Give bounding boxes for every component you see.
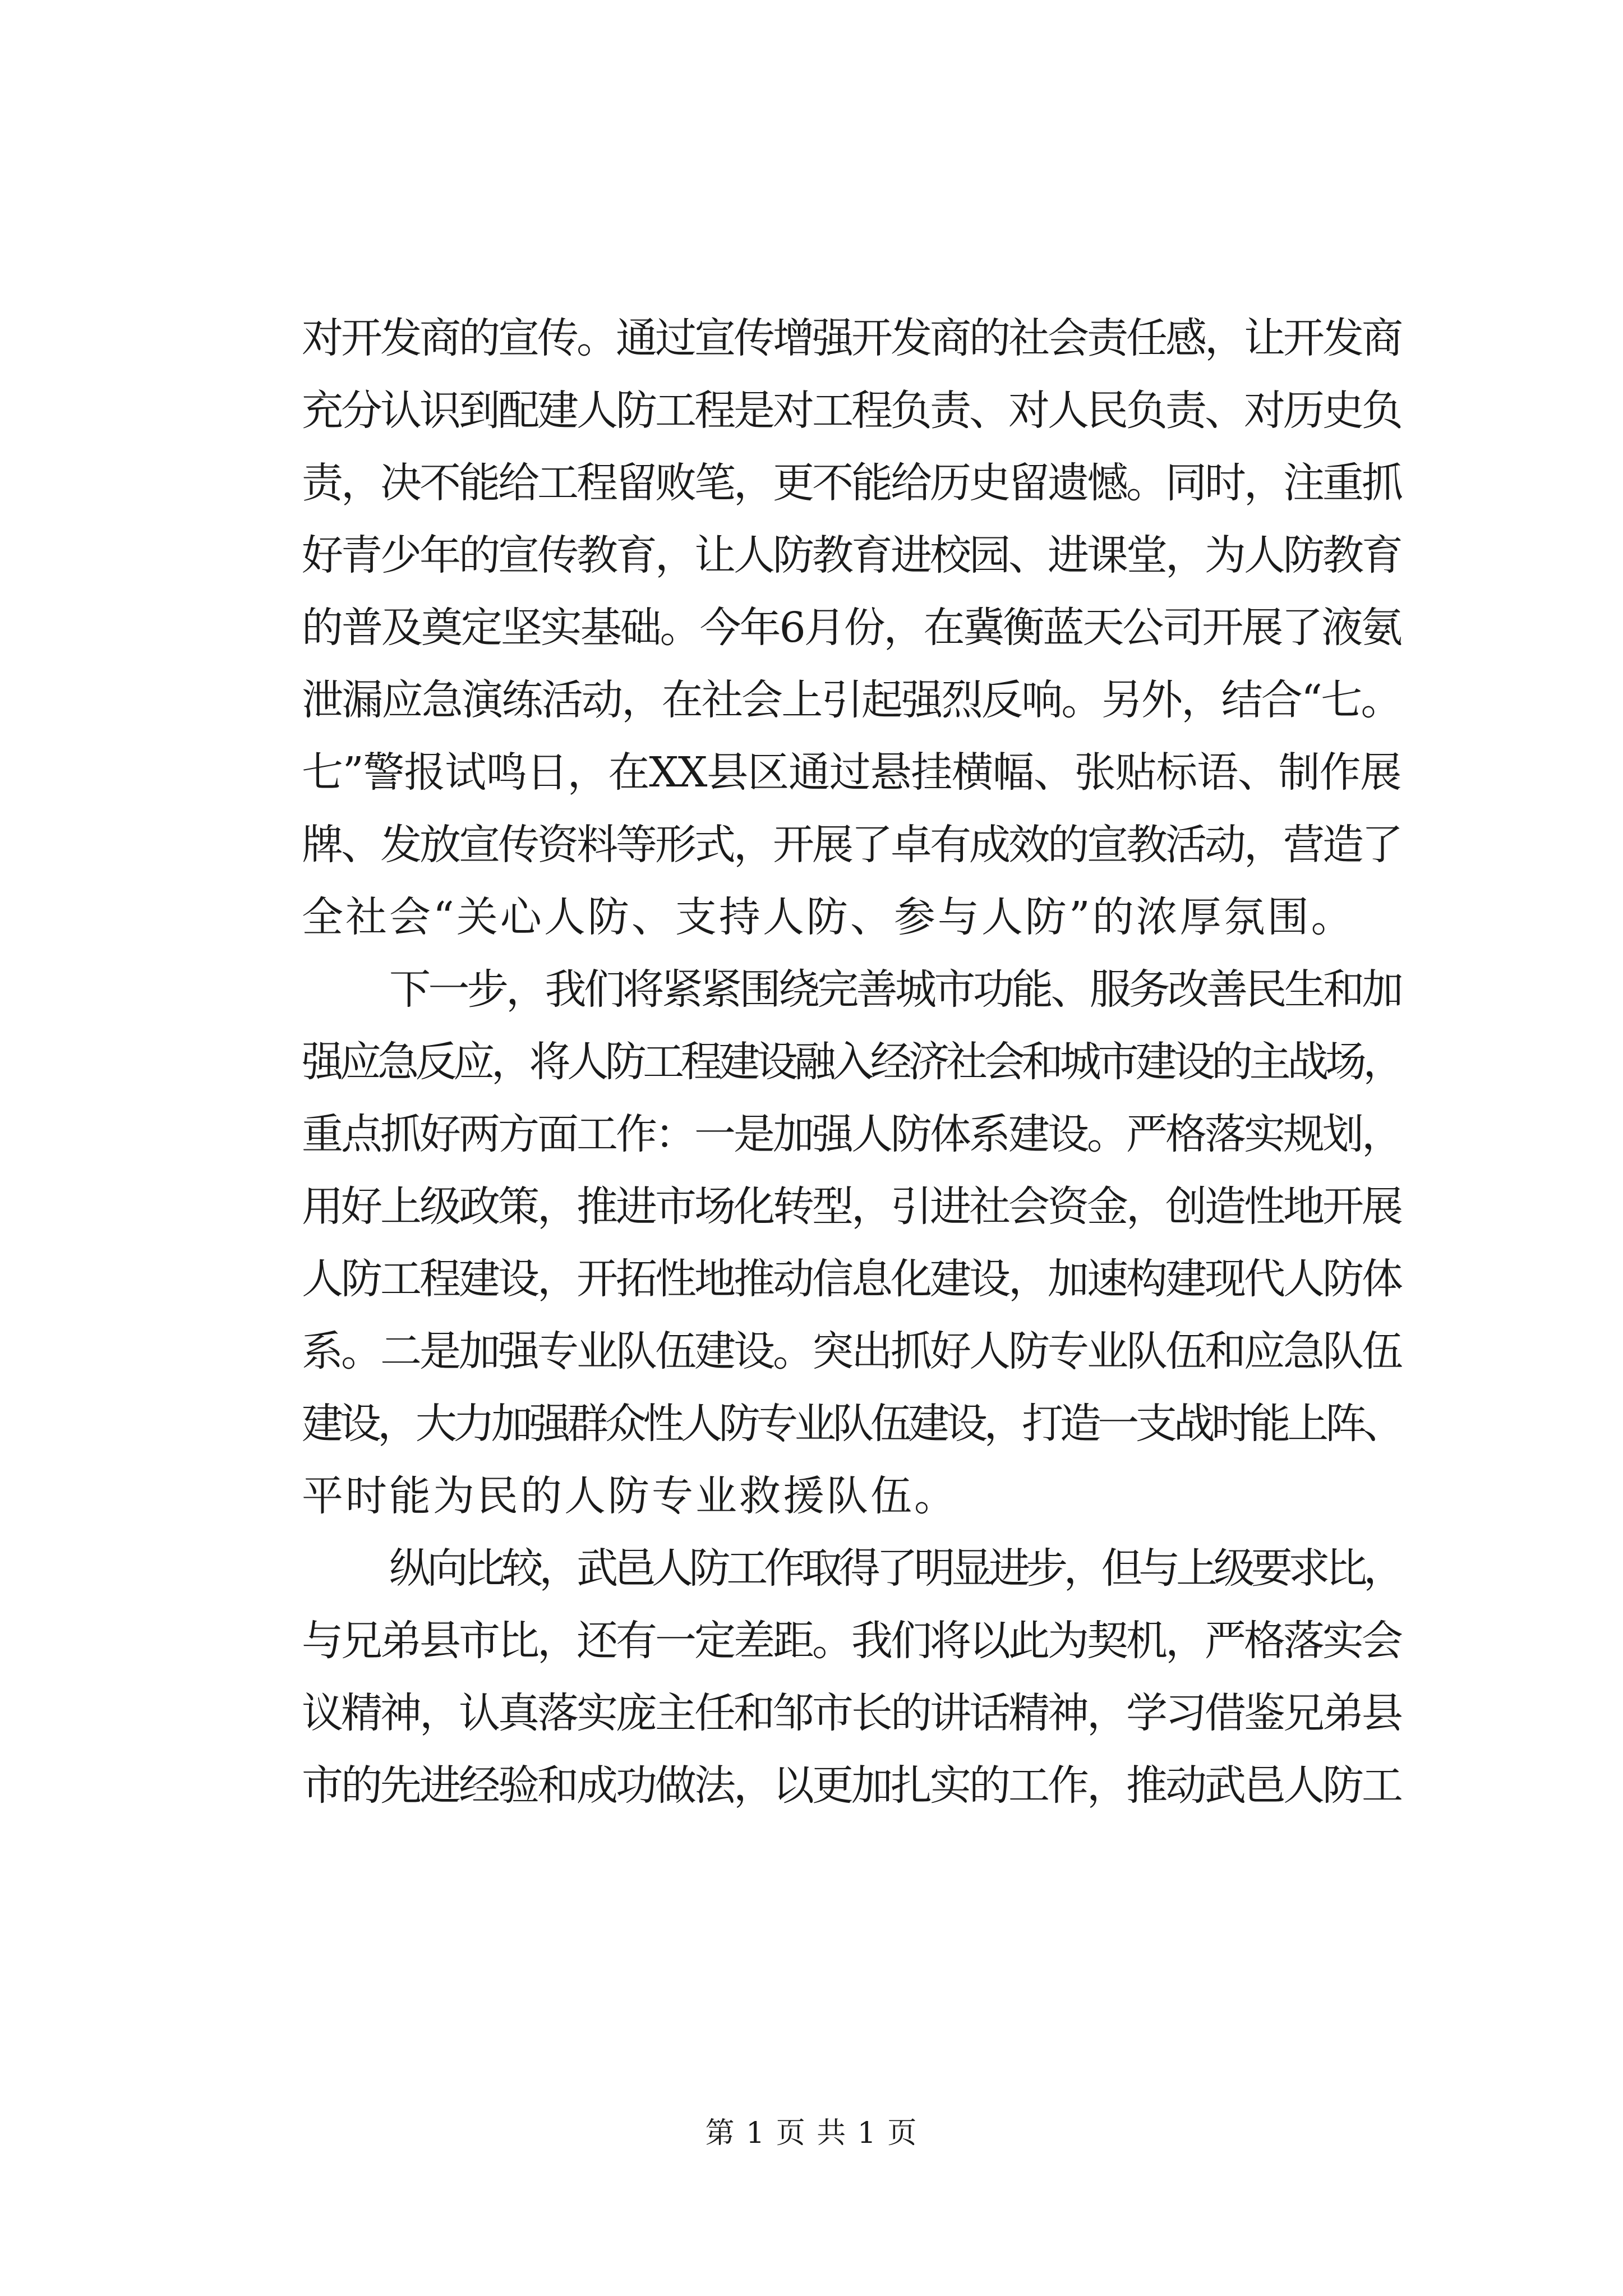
text-line: 七”警报试鸣日，在XX县区通过悬挂横幅、张贴标语、制作展 [302, 748, 1401, 797]
text-line: 议精神，认真落实庞主任和邹市长的讲话精神，学习借鉴兄弟县 [302, 1689, 1401, 1737]
text-line: 系。二是加强专业队伍建设。突出抓好人防专业队伍和应急队伍 [302, 1327, 1401, 1375]
text-line: 与兄弟县市比，还有一定差距。我们将以此为契机，严格落实会 [302, 1617, 1401, 1665]
text-line: 市的先进经验和成功做法，以更加扎实的工作，推动武邑人防工 [302, 1761, 1401, 1810]
text-line: 牌、发放宣传资料等形式，开展了卓有成效的宣教活动，营造了 [302, 821, 1401, 869]
text-line: 充分认识到配建人防工程是对工程负责、对人民负责、对历史负 [302, 386, 1401, 435]
text-line: 好青少年的宣传教育，让人防教育进校园、进课堂，为人防教育 [302, 531, 1401, 579]
text-line: 强应急反应，将人防工程建设融入经济社会和城市建设的主战场， [302, 1038, 1401, 1086]
text-line: 人防工程建设，开拓性地推动信息化建设，加速构建现代人防体 [302, 1255, 1401, 1303]
text-line: 全社会“关心人防、支持人防、参与人防”的浓厚氛围。 [302, 893, 1355, 941]
text-line: 对开发商的宣传。通过宣传增强开发商的社会责任感，让开发商 [302, 314, 1401, 362]
text-line: 建设，大力加强群众性人防专业队伍建设，打造一支战时能上阵、 [302, 1400, 1401, 1448]
text-line: 的普及奠定坚实基础。今年6月份，在冀衡蓝天公司开展了液氨 [302, 604, 1401, 652]
text-line: 用好上级政策，推进市场化转型，引进社会资金，创造性地开展 [302, 1182, 1401, 1231]
page-number-footer: 第 1 页 共 1 页 [705, 2116, 918, 2150]
text-line: 平时能为民的人防专业救援队伍。 [302, 1472, 958, 1520]
text-line: 泄漏应急演练活动，在社会上引起强烈反响。另外，结合“七。 [302, 676, 1401, 724]
text-line: 责，决不能给工程留败笔，更不能给历史留遗憾。同时，注重抓 [302, 459, 1401, 507]
text-line: 纵向比较，武邑人防工作取得了明显进步，但与上级要求比， [389, 1544, 1401, 1593]
text-line: 重点抓好两方面工作：一是加强人防体系建设。严格落实规划， [302, 1110, 1401, 1158]
text-line: 下一步，我们将紧紧围绕完善城市功能、服务改善民生和加 [389, 965, 1401, 1014]
